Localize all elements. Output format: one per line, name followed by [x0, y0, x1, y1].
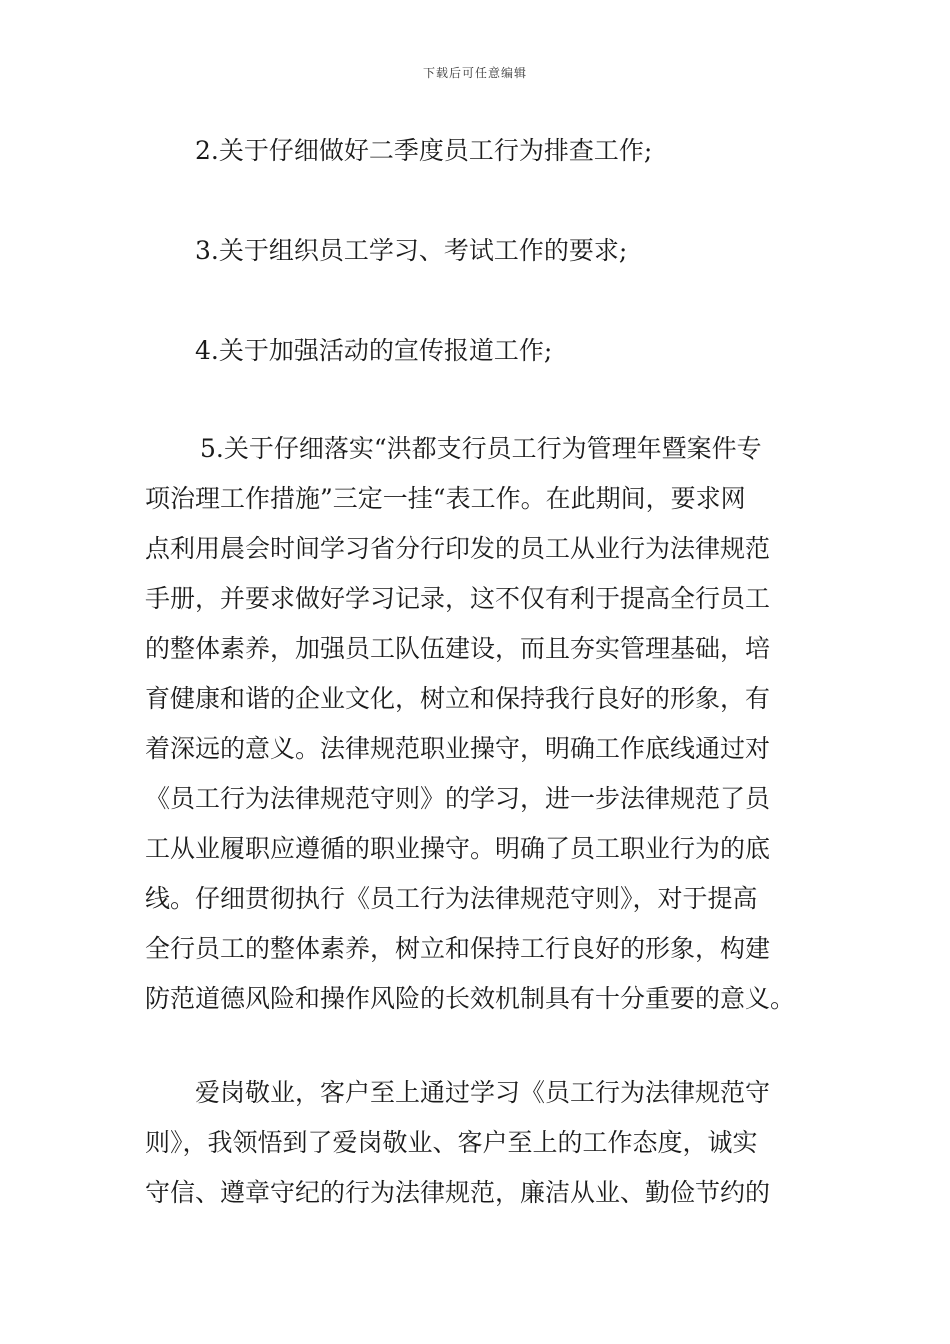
paragraph-line: 的整体素养，加强员工队伍建设，而且夯实管理基础，培 — [145, 634, 771, 663]
paragraph-line: 全行员工的整体素养，树立和保持工行良好的形象，构建 — [145, 934, 771, 963]
list-item-3: 3.关于组织员工学习、考试工作的要求; — [195, 236, 628, 265]
paragraph-line: 手册，并要求做好学习记录，这不仅有利于提高全行员工 — [145, 584, 771, 613]
list-item-2: 2.关于仔细做好二季度员工行为排查工作; — [195, 136, 653, 165]
list-item-4: 4.关于加强活动的宣传报道工作; — [195, 336, 553, 365]
paragraph-line: 爱岗敬业，客户至上通过学习《员工行为法律规范守 — [195, 1078, 771, 1107]
paragraph-line: 项治理工作措施”三定一挂“表工作。在此期间，要求网 — [145, 484, 746, 513]
paragraph-line: 线。仔细贯彻执行《员工行为法律规范守则》，对于提高 — [145, 884, 758, 913]
paragraph-line: 点利用晨会时间学习省分行印发的员工从业行为法律规范 — [145, 534, 771, 563]
paragraph-line: 则》，我领悟到了爱岗敬业、客户至上的工作态度，诚实 — [145, 1128, 758, 1157]
paragraph-line: 5.关于仔细落实“洪都支行员工行为管理年暨案件专 — [200, 434, 762, 463]
page-header: 下载后可任意编辑 — [422, 66, 527, 80]
paragraph-line: 《员工行为法律规范守则》的学习，进一步法律规范了员 — [145, 784, 771, 813]
paragraph-line: 工从业履职应遵循的职业操守。明确了员工职业行为的底 — [145, 834, 771, 863]
paragraph-2 — [145, 1068, 815, 1218]
paragraph-1 — [145, 424, 815, 1024]
paragraph-line: 守信、遵章守纪的行为法律规范，廉洁从业、勤俭节约的 — [145, 1178, 771, 1207]
paragraph-line: 育健康和谐的企业文化，树立和保持我行良好的形象，有 — [145, 684, 771, 713]
paragraph-line: 防范道德风险和操作风险的长效机制具有十分重要的意义。 — [145, 984, 796, 1013]
paragraph-line: 着深远的意义。法律规范职业操守，明确工作底线通过对 — [145, 734, 771, 763]
